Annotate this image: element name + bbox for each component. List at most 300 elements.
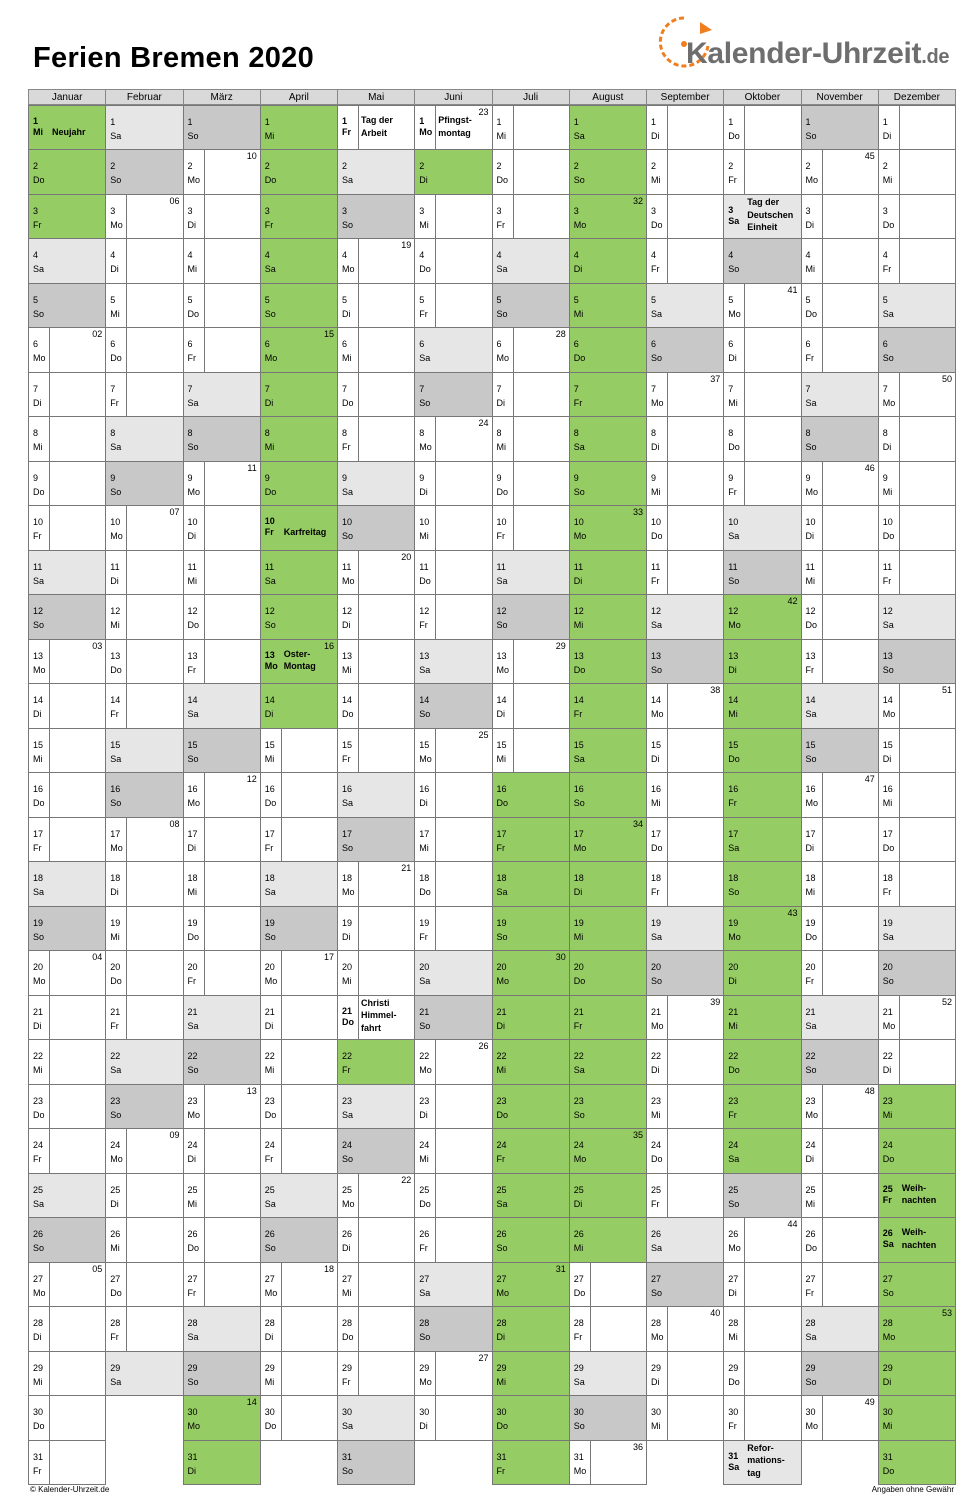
day-cell <box>183 950 261 995</box>
day-cell <box>260 772 338 817</box>
day-label <box>261 373 282 416</box>
day-label <box>106 462 127 505</box>
day-number: 23 <box>33 1095 44 1106</box>
day-area <box>744 373 800 416</box>
day-cell <box>105 1084 183 1129</box>
day-cell <box>646 1084 724 1129</box>
weekday: Sa <box>805 1332 817 1343</box>
day-number: 6 <box>33 339 39 350</box>
day-cell <box>414 416 492 461</box>
day-number: 9 <box>882 472 888 483</box>
day-number: 28 <box>882 1318 893 1329</box>
day-number: 8 <box>882 428 888 439</box>
day-label <box>106 1040 127 1083</box>
day-cell <box>105 728 183 773</box>
weekday: Di <box>805 531 814 542</box>
weekday: Do <box>342 397 354 408</box>
day-label <box>493 595 514 638</box>
weekday: Di <box>651 442 660 453</box>
day-number: 11 <box>805 561 815 572</box>
day-area <box>590 1307 646 1350</box>
day-number: 29 <box>728 1362 739 1373</box>
day-number: 24 <box>728 1140 739 1151</box>
day-number: 29 <box>187 1362 198 1373</box>
day-label <box>29 1218 50 1261</box>
day-label <box>415 1129 436 1172</box>
day-area <box>590 1352 646 1395</box>
day-area <box>126 907 182 950</box>
day-number: 11 <box>882 561 893 572</box>
day-label <box>493 195 514 238</box>
week-number: 38 <box>710 685 721 696</box>
day-number: 7 <box>110 383 116 394</box>
day-label <box>261 773 282 816</box>
day-area <box>435 1307 491 1350</box>
day-cell <box>492 372 570 417</box>
day-label <box>184 1263 205 1306</box>
holiday-fill <box>744 1085 800 1128</box>
weekday: Do <box>419 1198 431 1209</box>
day-area <box>435 595 491 638</box>
day-area <box>126 1307 182 1350</box>
day-cell <box>105 1128 183 1173</box>
day-label <box>415 1174 436 1217</box>
day-label <box>338 1396 359 1439</box>
day-area <box>744 1263 800 1306</box>
day-number: 14 <box>651 695 662 706</box>
day-number: 27 <box>187 1273 198 1284</box>
day-cell <box>723 861 801 906</box>
month-header: Juni <box>414 89 492 105</box>
day-cell <box>646 995 724 1040</box>
day-area <box>899 907 955 950</box>
day-cell <box>569 950 647 995</box>
day-label <box>106 373 127 416</box>
day-label <box>415 862 436 905</box>
day-area <box>435 284 491 327</box>
week-number: 26 <box>478 1041 489 1052</box>
day-label <box>106 684 127 727</box>
day-number: 17 <box>882 828 893 839</box>
day-label <box>29 996 50 1039</box>
day-area <box>744 1352 800 1395</box>
day-area <box>281 729 337 772</box>
day-number: 24 <box>187 1140 198 1151</box>
day-number: 15 <box>264 739 275 750</box>
day-cell <box>723 1128 801 1173</box>
day-cell <box>260 594 338 639</box>
day-label <box>184 907 205 950</box>
weekday: Mi <box>728 709 738 720</box>
weekday: Sa <box>573 442 585 453</box>
day-label <box>338 239 359 282</box>
day-label <box>570 1396 591 1439</box>
day-number: 5 <box>419 294 425 305</box>
weekday: So <box>419 397 431 408</box>
week-number: 35 <box>632 1130 643 1141</box>
day-label <box>184 1129 205 1172</box>
day-area <box>204 1129 260 1172</box>
weekday: Mo <box>264 660 278 671</box>
day-label <box>724 417 745 460</box>
day-label <box>184 996 205 1039</box>
day-label <box>879 195 900 238</box>
day-cell <box>801 1039 879 1084</box>
day-label <box>184 373 205 416</box>
day-label <box>570 373 591 416</box>
day-label <box>802 328 823 371</box>
weekday: Di <box>419 1109 428 1120</box>
day-number: 23 <box>573 1095 584 1106</box>
day-cell <box>105 1306 183 1351</box>
weekday: Di <box>496 1332 505 1343</box>
day-label <box>261 595 282 638</box>
weekday: Mi <box>573 1243 584 1254</box>
holiday-fill <box>590 106 646 149</box>
day-label <box>106 1085 127 1128</box>
day-cell <box>183 238 261 283</box>
day-area <box>358 284 414 327</box>
weekday: Fr <box>187 353 196 364</box>
day-number: 18 <box>882 873 893 884</box>
day-cell <box>337 728 415 773</box>
month-header: Februar <box>105 89 183 105</box>
week-number: 42 <box>787 596 798 607</box>
holiday-fill <box>513 1040 569 1083</box>
day-number: 3 <box>33 205 39 216</box>
day-label <box>106 106 127 149</box>
day-number: 8 <box>110 428 116 439</box>
day-number: 10 <box>805 517 816 528</box>
weekday: Di <box>882 1065 892 1076</box>
weekday: Di <box>573 1198 583 1209</box>
day-number: 24 <box>805 1140 816 1151</box>
day-label <box>29 1129 50 1172</box>
day-label <box>570 818 591 861</box>
day-number: 22 <box>882 1051 893 1062</box>
day-area <box>126 862 182 905</box>
weekday: So <box>496 931 508 942</box>
day-label <box>29 373 50 416</box>
day-cell <box>337 149 415 194</box>
day-area <box>281 1174 337 1217</box>
day-cell <box>878 238 956 283</box>
day-cell <box>723 1440 801 1485</box>
day-area <box>822 551 878 594</box>
day-area <box>49 1352 105 1395</box>
weekday: Di <box>882 1376 892 1387</box>
weekday: Fr <box>496 1465 505 1476</box>
year-calendar-grid <box>28 89 955 1484</box>
day-cell <box>28 1306 106 1351</box>
day-cell <box>105 1217 183 1262</box>
weekday: Mo <box>573 531 587 542</box>
day-cell <box>569 550 647 595</box>
weekday: Sa <box>419 976 431 987</box>
weekday: Do <box>882 1154 895 1165</box>
day-cell <box>260 105 338 150</box>
weekday: Mo <box>805 1109 819 1120</box>
day-number: 29 <box>651 1362 662 1373</box>
day-cell <box>492 683 570 728</box>
weekday: Mi <box>264 1065 275 1076</box>
day-cell <box>28 861 106 906</box>
day-area <box>667 195 723 238</box>
day-area <box>513 729 569 772</box>
day-cell <box>492 461 570 506</box>
day-number: 1 <box>419 116 425 126</box>
day-number: 7 <box>264 383 270 394</box>
day-number: 18 <box>573 873 584 884</box>
day-label <box>184 551 205 594</box>
day-number: 23 <box>110 1095 121 1106</box>
copyright-text: © Kalender-Uhrzeit.de <box>30 1485 110 1494</box>
day-cell <box>801 105 879 150</box>
day-label <box>647 818 668 861</box>
day-area <box>126 284 182 327</box>
day-label <box>29 1263 50 1306</box>
day-number: 14 <box>264 695 275 706</box>
day-cell <box>337 639 415 684</box>
day-area <box>126 684 182 727</box>
weekday: Di <box>882 442 892 453</box>
weekday: Sa <box>728 1154 740 1165</box>
weekday: Mi <box>264 442 275 453</box>
day-cell <box>801 683 879 728</box>
day-area <box>899 239 955 282</box>
day-label <box>106 773 127 816</box>
day-cell <box>28 283 106 328</box>
day-number: 14 <box>187 695 198 706</box>
day-number: 26 <box>882 1228 893 1239</box>
holiday-name: Oster- Montag <box>283 648 316 672</box>
day-label <box>570 417 591 460</box>
weekday: Fr <box>187 664 196 675</box>
day-area <box>667 640 723 683</box>
day-label <box>647 862 668 905</box>
day-number: 1 <box>805 117 811 127</box>
day-number: 12 <box>728 606 739 617</box>
weekday: Mi <box>187 1198 197 1209</box>
day-cell <box>569 1039 647 1084</box>
day-number: 21 <box>419 1006 430 1017</box>
day-number: 23 <box>187 1095 198 1106</box>
day-area <box>667 1263 723 1306</box>
weekday: Fr <box>728 1109 737 1120</box>
day-cell <box>569 149 647 194</box>
day-number: 2 <box>187 161 193 172</box>
weekday: Mo <box>110 1154 123 1165</box>
weekday: So <box>805 753 817 764</box>
week-number: 25 <box>478 729 489 740</box>
day-number: 2 <box>110 161 116 172</box>
day-number: 2 <box>264 161 270 172</box>
day-number: 22 <box>342 1051 353 1062</box>
day-cell <box>183 1128 261 1173</box>
day-cell <box>492 238 570 283</box>
day-number: 7 <box>342 383 348 394</box>
weekday: Do <box>419 575 431 586</box>
day-number: 14 <box>33 695 44 706</box>
weekday: Mi <box>419 531 429 542</box>
weekday: Mo <box>573 842 587 853</box>
day-label <box>184 862 205 905</box>
day-number: 28 <box>342 1318 353 1329</box>
day-cell <box>878 683 956 728</box>
day-cell <box>260 1128 338 1173</box>
day-area <box>513 195 569 238</box>
day-area <box>899 773 955 816</box>
weekday: Di <box>110 575 119 586</box>
day-cell <box>105 1351 183 1396</box>
day-number: 16 <box>187 784 198 795</box>
day-area <box>204 1352 260 1395</box>
day-number: 17 <box>728 828 739 839</box>
weekday: Mo <box>110 531 123 542</box>
holiday-fill <box>513 1218 569 1261</box>
day-label <box>338 284 359 327</box>
day-cell <box>105 238 183 283</box>
weekday: Do <box>651 842 663 853</box>
day-number: 3 <box>496 205 502 216</box>
day-number: 16 <box>419 784 430 795</box>
weekday: Fr <box>33 531 42 542</box>
day-number: 15 <box>882 739 893 750</box>
holiday-fill <box>590 773 646 816</box>
day-cell <box>878 861 956 906</box>
day-cell <box>337 416 415 461</box>
day-area <box>435 951 491 994</box>
day-cell <box>646 372 724 417</box>
day-label <box>493 1129 514 1172</box>
day-label <box>29 773 50 816</box>
day-label <box>184 284 205 327</box>
weekday: Do <box>33 1421 45 1432</box>
day-cell <box>414 550 492 595</box>
day-label <box>261 1218 282 1261</box>
day-cell <box>569 772 647 817</box>
weekday: Mo <box>573 219 587 230</box>
day-label <box>29 328 50 371</box>
day-number: 6 <box>882 339 888 350</box>
day-cell <box>878 728 956 773</box>
day-cell <box>492 817 570 862</box>
month-header: Mai <box>337 89 415 105</box>
day-cell <box>105 995 183 1040</box>
weekday: So <box>264 931 276 942</box>
day-area <box>667 462 723 505</box>
weekday: Fr <box>496 531 505 542</box>
day-area <box>513 150 569 193</box>
day-cell <box>569 594 647 639</box>
day-label <box>493 996 514 1039</box>
weekday: Sa <box>573 1065 585 1076</box>
weekday: Sa <box>342 175 354 186</box>
weekday: Fr <box>882 575 892 586</box>
day-number: 11 <box>651 561 661 572</box>
day-cell <box>569 1395 647 1440</box>
day-label <box>879 462 900 505</box>
day-cell <box>183 327 261 372</box>
day-cell <box>492 550 570 595</box>
day-label <box>493 951 514 994</box>
day-cell <box>183 639 261 684</box>
weekday: Sa <box>651 620 663 631</box>
weekday: Mi <box>33 442 43 453</box>
day-cell <box>183 194 261 239</box>
day-label <box>415 551 436 594</box>
day-label <box>647 1040 668 1083</box>
day-label <box>415 1352 436 1395</box>
day-number: 30 <box>264 1407 275 1418</box>
day-number: 21 <box>651 1006 662 1017</box>
day-label <box>647 195 668 238</box>
holiday-fill <box>590 996 646 1039</box>
day-number: 21 <box>882 1006 893 1017</box>
day-label <box>802 150 823 193</box>
day-number: 4 <box>419 250 425 261</box>
day-cell <box>183 1262 261 1307</box>
week-number: 18 <box>323 1263 334 1274</box>
weekday: Di <box>187 219 196 230</box>
day-cell <box>337 861 415 906</box>
day-cell <box>492 1084 570 1129</box>
day-cell <box>260 1217 338 1262</box>
weekday: Mo <box>651 1020 664 1031</box>
day-label <box>493 506 514 549</box>
day-label <box>415 640 436 683</box>
day-cell <box>646 594 724 639</box>
day-label <box>724 1174 745 1217</box>
weekday: Mi <box>496 131 506 141</box>
brand-name: Kalender-Uhrzeit <box>686 37 922 70</box>
day-label <box>261 239 282 282</box>
weekday: Do <box>110 976 122 987</box>
day-cell <box>260 1351 338 1396</box>
day-number: 9 <box>805 472 811 483</box>
weekday: Di <box>264 397 274 408</box>
holiday-fill <box>590 729 646 772</box>
day-number: 21 <box>805 1006 816 1017</box>
weekday: Mo <box>728 620 741 631</box>
weekday: Mi <box>342 976 352 987</box>
day-label <box>106 1352 127 1395</box>
day-number: 6 <box>805 339 811 350</box>
weekday: Fr <box>573 397 583 408</box>
day-cell <box>569 683 647 728</box>
day-cell <box>646 461 724 506</box>
day-label <box>338 996 359 1039</box>
day-number: 27 <box>342 1273 353 1284</box>
weekday: Mi <box>651 798 661 809</box>
day-label <box>724 1396 745 1439</box>
day-number: 6 <box>496 339 502 350</box>
weekday: Fr <box>110 1020 119 1031</box>
day-number: 16 <box>651 784 662 795</box>
holiday-name: Neujahr <box>52 127 86 137</box>
day-number: 24 <box>496 1140 507 1151</box>
weekday: Do <box>187 620 200 631</box>
weekday: Mi <box>33 753 43 764</box>
day-label <box>570 1174 591 1217</box>
weekday: Fr <box>728 175 737 186</box>
holiday-fill <box>590 907 646 950</box>
weekday: Do <box>110 1287 122 1298</box>
day-label <box>415 1040 436 1083</box>
day-area <box>358 773 414 816</box>
weekday: So <box>728 887 740 898</box>
day-cell <box>569 906 647 951</box>
